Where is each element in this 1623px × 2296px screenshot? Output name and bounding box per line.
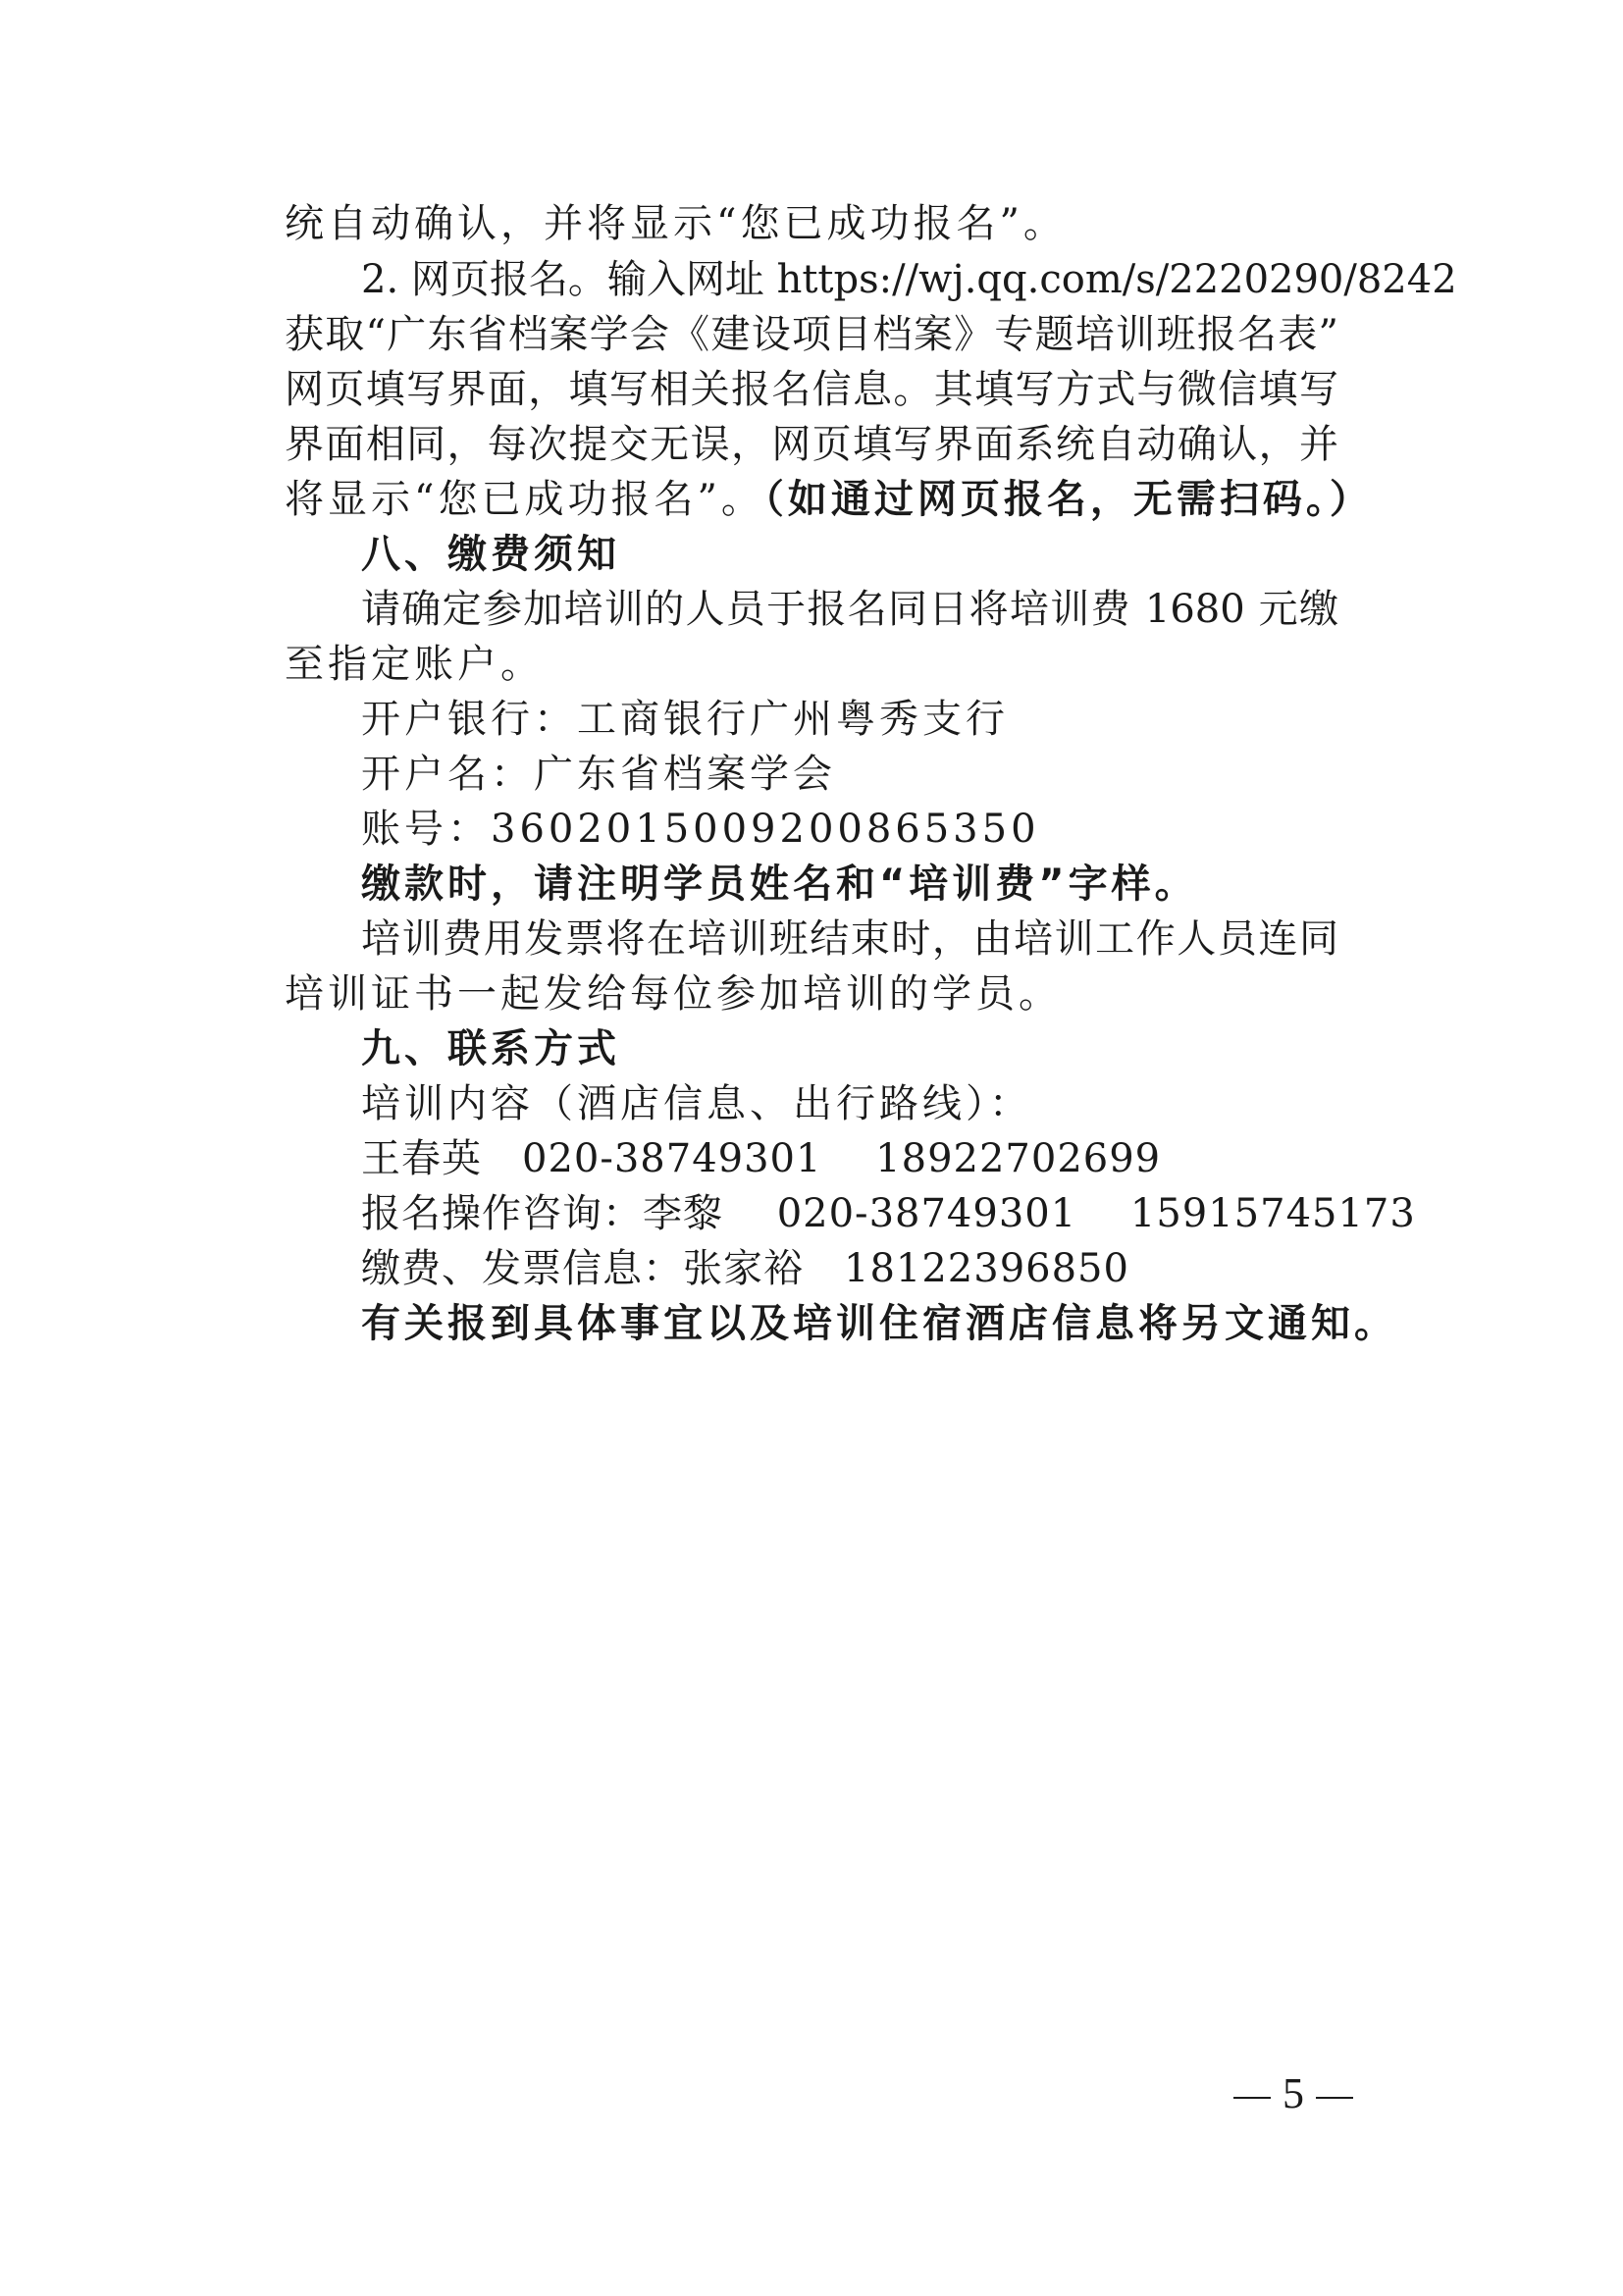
paragraph-line: 培训证书一起发给每位参加培训的学员。: [285, 971, 1062, 1017]
account-name: 开户名：广东省档案学会: [361, 752, 836, 797]
paragraph-line: 获取“广东省档案学会《建设项目档案》专题培训班报名表”: [285, 312, 1338, 357]
paragraph-line: 请确定参加培训的人员于报名同日将培训费 1680 元缴: [361, 587, 1338, 632]
dash-left: [1233, 2097, 1271, 2099]
emphasis-text: （如通过网页报名，无需扫码。）: [763, 477, 1373, 522]
paragraph-line: [285, 472, 1373, 527]
bank-name: 开户银行：工商银行广州粤秀支行: [361, 697, 1009, 742]
closing-note: 有关报到具体事宜以及培训住宿酒店信息将另文通知。: [361, 1301, 1397, 1346]
paragraph-text: 将显示“您已成功报名”。: [285, 477, 764, 522]
dash-right: [1316, 2097, 1353, 2099]
page-number-value: 5: [1283, 2069, 1304, 2117]
contact-content-label: 培训内容（酒店信息、出行路线）：: [361, 1081, 1032, 1126]
paragraph-line: 界面相同，每次提交无误，网页填写界面系统自动确认，并: [285, 422, 1338, 467]
page-number: [1215, 2064, 1372, 2123]
contact-line: 王春英 020-38749301 18922702699: [361, 1136, 1162, 1181]
section-heading-fees: 八、缴费须知: [361, 532, 620, 577]
account-number: 账号：3602015009200865350: [361, 807, 1040, 852]
paragraph-line: 培训费用发票将在培训班结束时，由培训工作人员连同: [361, 916, 1338, 962]
contact-line: 缴费、发票信息：张家裕 18122396850: [361, 1246, 1129, 1291]
payment-note: 缴款时，请注明学员姓名和“培训费”字样。: [361, 861, 1198, 907]
paragraph-line: 网页填写界面，填写相关报名信息。其填写方式与微信填写: [285, 367, 1338, 412]
paragraph-line: 统自动确认，并将显示“您已成功报名”。: [285, 201, 1067, 246]
section-heading-contact: 九、联系方式: [361, 1026, 620, 1071]
contact-line: 报名操作咨询：李黎 020-38749301 15915745173: [361, 1191, 1416, 1236]
paragraph-line: 2. 网页报名。输入网址 https://wj.qq.com/s/2220290/8242: [361, 257, 1457, 302]
paragraph-line: 至指定账户。: [285, 642, 544, 687]
